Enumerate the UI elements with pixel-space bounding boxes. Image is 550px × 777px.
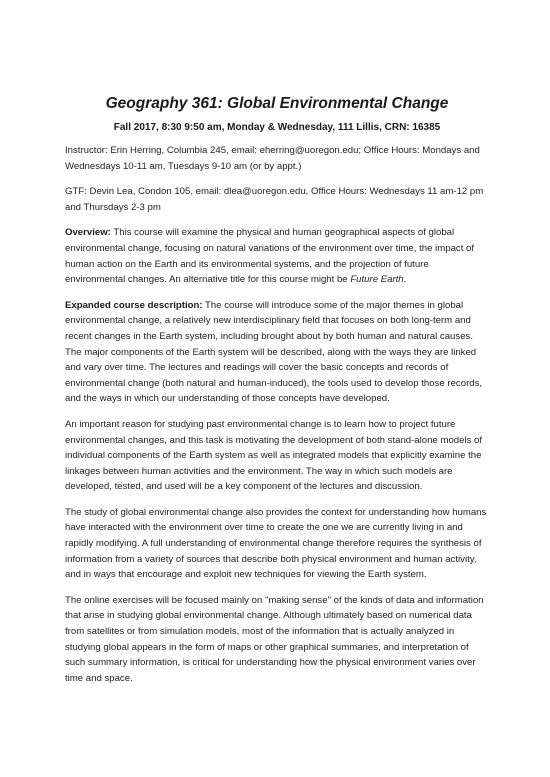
overview-paragraph <box>65 225 489 287</box>
expanded-description-text: The course will introduce some of the major themes in global environmental change, a relatively new interdisciplinary field that focuses on both long-term and recent changes in the Earth system, including brought about by both human and natural causes. The major components of the Earth system will be described, along with the ways they are linked and vary over time. The lectures and readings will cover the basic concepts and records of environmental change (both natural and human-induced), the tools used to develop those records, and the ways in which our understanding of those concepts have developed. <box>65 299 483 405</box>
overview-alt-title: Future Earth <box>350 274 404 286</box>
course-title: Geography 361: Global Environmental Change <box>105 95 449 112</box>
expanded-description-label: Expanded course description: <box>65 299 203 311</box>
overview-text: This course will examine the physical and human geographical aspects of global environmental change, focusing on natural variations of the environment over time, the impact of human action on the Earth and its environmental systems, and the projection of future environmental changes. An alternative title for this course might be <box>65 227 475 286</box>
instructor-info: Instructor: Erin Herring, Columbia 245, email: eherring@uoregon.edu; Office Hours: Mondays and Wednesdays 10-11 am, Tuesdays 9-10 am (or by appt.) <box>65 145 480 172</box>
models-paragraph: An important reason for studying past environmental change is to learn how to project future environmental changes, and this task is motivating the development of both stand-alone models of individual components of the Earth system as well as integrated models that explicitly examine the linkages between human activities and the environment. The way in which such models are developed, tested, and used will be a key component of the lectures and discussion. <box>65 418 483 493</box>
overview-end: . <box>403 274 407 286</box>
course-schedule: Fall 2017, 8:30 9:50 am, Monday & Wednesday, 111 Lillis, CRN: 16385 <box>113 122 441 133</box>
online-exercises-paragraph: The online exercises will be focused mainly on "making sense" of the kinds of data and information that arise in studying global environmental change. Although ultimately based on numerical data from satellites or from simulation models, most of the information that is actually analyzed in studying global appears in the form of maps or other graphical summaries, and interpretation of such summary information, is critical for understanding how the physical environment varies over time and space. <box>65 594 484 684</box>
expanded-description-paragraph <box>65 298 489 407</box>
gtf-info: GTF: Devin Lea, Condon 105, email: dlea@uoregon.edu, Office Hours: Wednesdays 11 am-12 pm and Thursdays 2-3 pm <box>65 186 484 213</box>
context-paragraph: The study of global environmental change also provides the context for understanding how humans have interacted with the environment over time to create the one we are currently living in and rapidly modifying. A full understanding of environmental change therefore requires the synthesis of information from a variety of sources that describe both physical environment and human activity, and in ways that encourage and exploit new techniques for viewing the Earth system. <box>65 506 487 581</box>
syllabus-page <box>65 95 489 696</box>
overview-label: Overview: <box>65 227 111 239</box>
